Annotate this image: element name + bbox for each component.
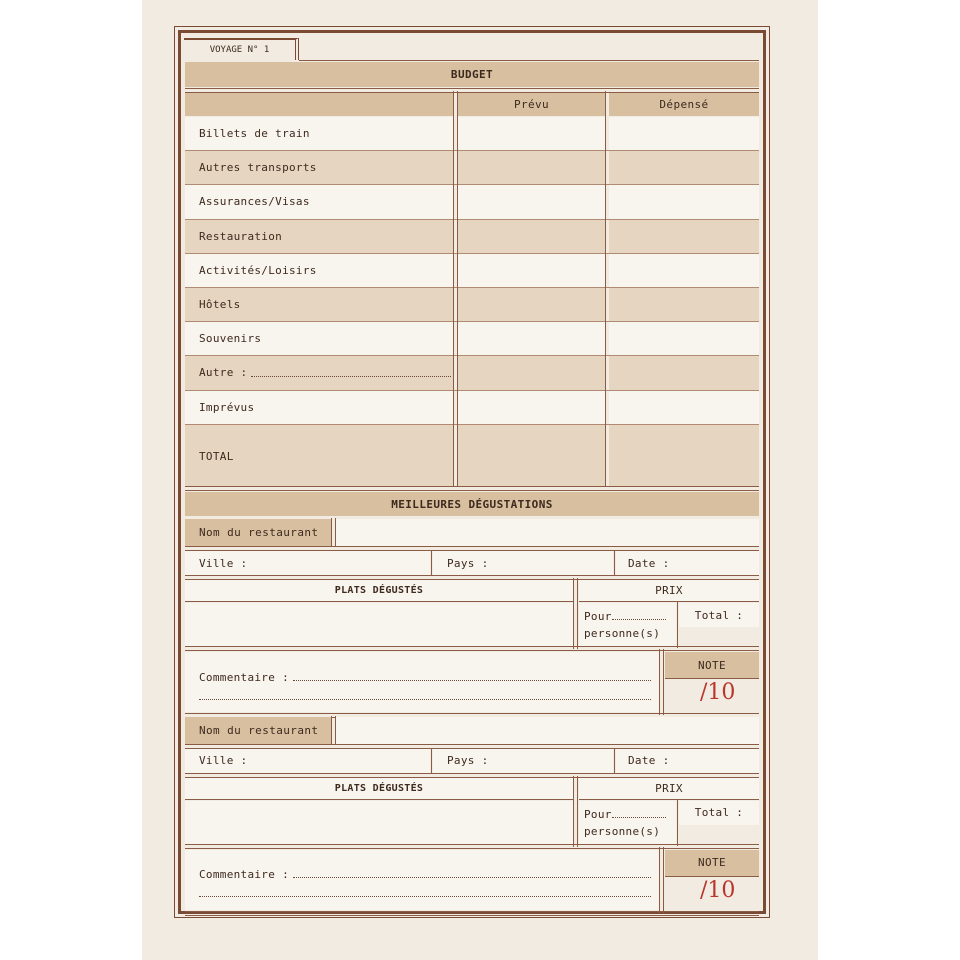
budget-row-text: Activités/Loisirs: [199, 263, 317, 277]
dishes-header: PLATS DÉGUSTÉS: [185, 778, 573, 799]
budget-total-label: [185, 425, 454, 487]
country-divider: [614, 748, 615, 774]
dishes-field[interactable]: [185, 603, 573, 647]
price-divider: [677, 601, 678, 648]
comment-dots-1: [293, 869, 651, 878]
budget-row-label: [185, 322, 454, 355]
autre-dotted-line: [251, 368, 451, 377]
city-field[interactable]: Ville :: [185, 749, 430, 773]
dishes-rule: [185, 601, 573, 602]
price-total-field[interactable]: Total :: [679, 603, 759, 627]
comment-label: Commentaire :: [199, 868, 289, 881]
budget-row-text: Autres transports: [199, 161, 317, 175]
dishes-divider: [573, 578, 578, 649]
budget-row-label: [185, 356, 454, 389]
dishes-bottom-rule: [185, 844, 759, 849]
per-person-text-1: Pour: [584, 610, 612, 623]
budget-total-planned[interactable]: [458, 425, 605, 487]
restaurant-name-field[interactable]: [336, 519, 759, 546]
per-person-text-1: Pour: [584, 807, 612, 821]
price-header: PRIX: [579, 778, 759, 799]
price-rule: [579, 799, 759, 800]
note-rule: [665, 678, 759, 679]
budget-row-spent[interactable]: [609, 391, 759, 424]
budget-row-planned[interactable]: [458, 288, 605, 321]
country-field[interactable]: Pays :: [433, 551, 613, 575]
restaurant-name-label: Nom du restaurant: [185, 717, 331, 744]
country-divider: [614, 550, 615, 576]
date-field[interactable]: Date :: [616, 749, 759, 773]
note-score: /10: [700, 680, 736, 705]
restaurant-divider: [331, 518, 336, 547]
budget-row-text: Hôtels: [199, 298, 241, 312]
note-header: NOTE: [665, 652, 759, 678]
restaurant-name-label: Nom du restaurant: [185, 519, 331, 546]
budget-row-text: Souvenirs: [199, 332, 262, 346]
budget-row-planned[interactable]: [458, 391, 605, 424]
budget-row-planned[interactable]: [458, 117, 605, 150]
budget-total-spent[interactable]: [609, 425, 759, 487]
note-rule: [665, 876, 759, 877]
price-rule: [579, 601, 759, 602]
country-field[interactable]: Pays :: [433, 749, 613, 773]
budget-row-planned[interactable]: [458, 185, 605, 218]
budget-row-spent[interactable]: [609, 356, 759, 389]
comment-label: Commentaire :: [199, 670, 289, 684]
comment-dots-2: [199, 888, 651, 897]
budget-row-spent[interactable]: [609, 322, 759, 355]
comment-line-1: [199, 862, 651, 888]
budget-col-divider-2: [605, 91, 606, 487]
dishes-header: PLATS DÉGUSTÉS: [185, 580, 573, 601]
price-total-field[interactable]: Total :: [679, 801, 759, 825]
tab-rule: [299, 60, 759, 61]
budget-row-label: [185, 220, 454, 253]
budget-row-label: [185, 254, 454, 287]
tastings-title: MEILLEURES DÉGUSTATIONS: [185, 492, 759, 516]
note-header: NOTE: [665, 850, 759, 876]
per-person-line-1: [584, 806, 666, 823]
price-divider: [677, 799, 678, 846]
voyage-tab: VOYAGE N° 1: [184, 38, 299, 60]
budget-spent-header: Dépensé: [609, 93, 759, 116]
per-person-text-2: personne(s): [584, 824, 661, 838]
budget-row-planned[interactable]: [458, 220, 605, 253]
per-person-dots: [612, 611, 666, 620]
budget-row-text: Autre :: [199, 366, 248, 380]
budget-row-planned[interactable]: [458, 151, 605, 184]
budget-row-spent[interactable]: [609, 254, 759, 287]
budget-planned-header: Prévu: [458, 93, 605, 116]
restaurant-rule: [185, 744, 759, 749]
budget-row-planned[interactable]: [458, 322, 605, 355]
budget-row-spent[interactable]: [609, 185, 759, 218]
budget-row-label: [185, 391, 454, 424]
budget-row-label: [185, 185, 454, 218]
comment-field[interactable]: [185, 850, 659, 910]
comment-field[interactable]: [185, 652, 659, 712]
per-person-dots: [612, 809, 666, 818]
dishes-field[interactable]: [185, 801, 573, 845]
dishes-bottom-rule: [185, 646, 759, 651]
restaurant-rule: [185, 546, 759, 551]
city-field[interactable]: Ville :: [185, 551, 430, 575]
budget-label-column-header: [185, 93, 454, 116]
city-divider: [431, 748, 432, 774]
budget-header-rule: [185, 88, 759, 93]
comment-dots-2: [199, 691, 651, 700]
restaurant-name-field[interactable]: [336, 717, 759, 744]
budget-row-spent[interactable]: [609, 288, 759, 321]
price-header: PRIX: [579, 580, 759, 601]
budget-row-text: Assurances/Visas: [199, 195, 310, 209]
date-field[interactable]: Date :: [616, 551, 759, 575]
per-person-text-2: personne(s): [584, 627, 661, 640]
budget-row-text: Imprévus: [199, 400, 255, 414]
budget-row-label: [185, 288, 454, 321]
budget-row-planned[interactable]: [458, 356, 605, 389]
budget-row-label: [185, 117, 454, 150]
comment-dots-1: [293, 672, 651, 681]
budget-row-text: Restauration: [199, 229, 283, 243]
budget-row-planned[interactable]: [458, 254, 605, 287]
per-person-field[interactable]: [579, 801, 676, 845]
dishes-rule: [185, 799, 573, 800]
comment-line-1: [199, 665, 651, 691]
comment-divider: [659, 847, 664, 913]
budget-bottom-rule: [185, 486, 759, 491]
dishes-divider: [573, 776, 578, 847]
restaurant-divider: [331, 716, 336, 745]
budget-col-divider-1: [453, 91, 458, 487]
comment-divider: [659, 649, 664, 715]
budget-title: BUDGET: [185, 62, 759, 87]
budget-total-text: TOTAL: [199, 449, 234, 463]
city-divider: [431, 550, 432, 576]
entry-bottom-rule: [185, 911, 759, 916]
budget-row-spent[interactable]: [609, 220, 759, 253]
budget-row-label: [185, 151, 454, 184]
budget-row-text: Billets de train: [199, 127, 310, 141]
note-score: /10: [700, 877, 736, 903]
budget-row-spent[interactable]: [609, 151, 759, 184]
per-person-field[interactable]: [579, 603, 676, 647]
budget-row-spent[interactable]: [609, 117, 759, 150]
per-person-line-1: [584, 608, 666, 625]
